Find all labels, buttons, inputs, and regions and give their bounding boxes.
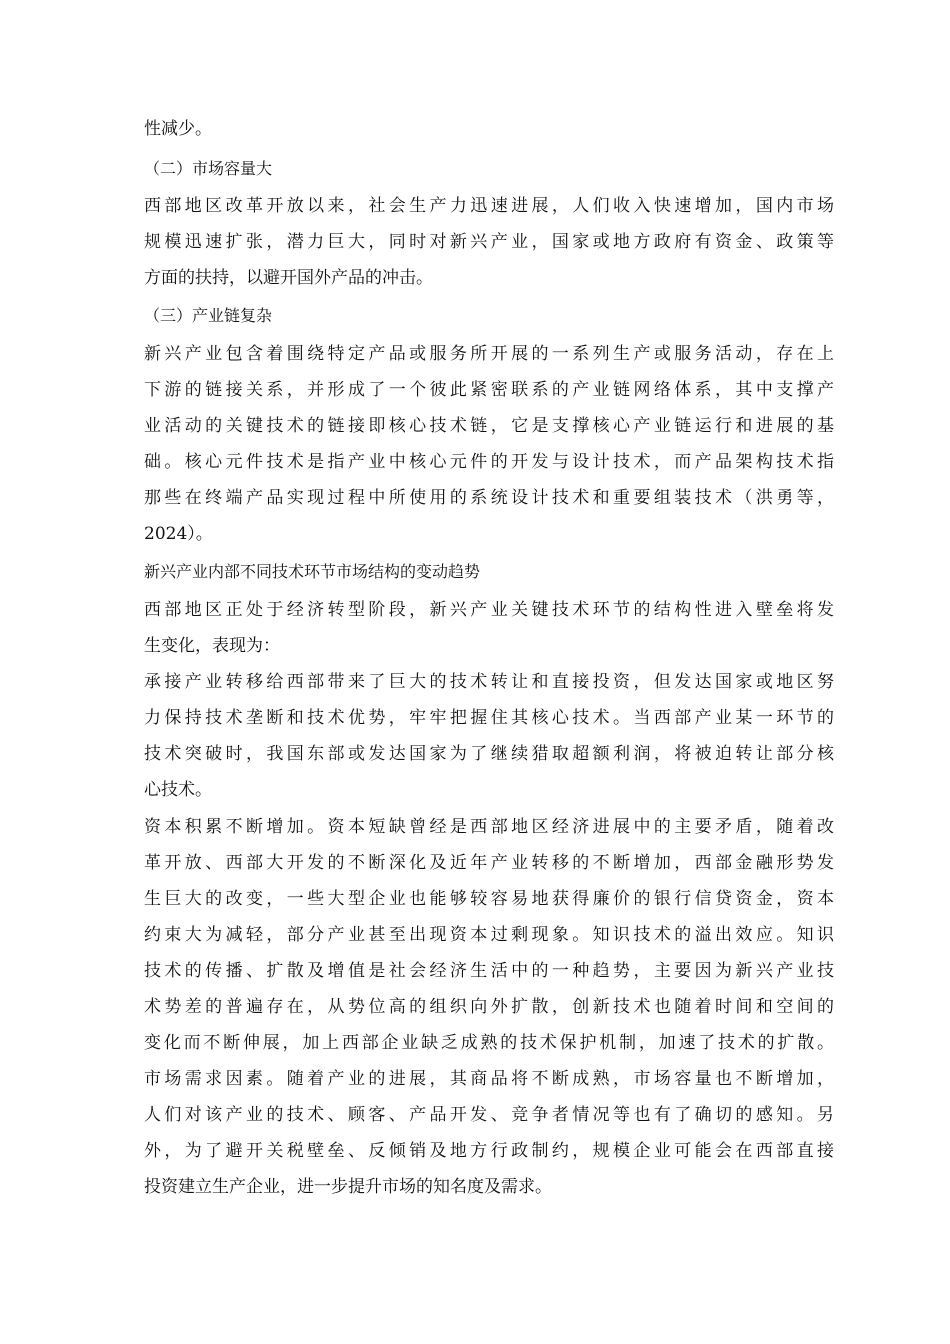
text-line: 技术的传播、扩散及增值是社会经济生活中的一种趋势，主要因为新兴产业技	[144, 961, 834, 981]
text-line: 业活动的关键技术的链接即核心技术链，它是支撑核心产业链运行和进展的基	[144, 416, 834, 436]
text-line: 革开放、西部大开发的不断深化及近年产业转移的不断增加，西部金融形势发	[144, 853, 834, 873]
section-heading: 新兴产业内部不同技术环节市场结构的变动趋势	[144, 562, 481, 581]
text-line: 外，为了避开关税壁垒、反倾销及地方行政制约，规模企业可能会在西部直接	[144, 1141, 834, 1161]
section-heading: （二）市场容量大	[144, 159, 273, 178]
text-line: 生变化，表现为：	[144, 636, 280, 656]
text-line: 新兴产业包含着围绕特定产品或服务所开展的一系列生产或服务活动，存在上	[144, 344, 834, 364]
text-line: 西部地区改革开放以来，社会生产力迅速进展，人们收入快速增加，国内市场	[144, 196, 834, 216]
text-line: 术势差的普遍存在，从势位高的组织向外扩散，创新技术也随着时间和空间的	[144, 997, 834, 1017]
text-line: 市场需求因素。随着产业的进展，其商品将不断成熟，市场容量也不断增加，	[144, 1069, 834, 1089]
text-line: 性减少。	[144, 119, 212, 139]
text-line: 那些在终端产品实现过程中所使用的系统设计技术和重要组装技术（洪勇等，	[144, 488, 834, 508]
text-line: 资本积累不断增加。资本短缺曾经是西部地区经济进展中的主要矛盾，随着改	[144, 817, 834, 837]
text-line: 规模迅速扩张，潜力巨大，同时对新兴产业，国家或地方政府有资金、政策等	[144, 232, 834, 252]
text-line: 生巨大的改变，一些大型企业也能够较容易地获得廉价的银行信贷资金，资本	[144, 889, 834, 909]
text-line: 方面的扶持，以避开国外产品的冲击。	[144, 268, 433, 288]
text-line: 约束大为减轻，部分产业甚至出现资本过剩现象。知识技术的溢出效应。知识	[144, 925, 834, 945]
text-line: 技术突破时，我国东部或发达国家为了继续猎取超额利润，将被迫转让部分核	[144, 744, 834, 764]
text-line: 变化而不断伸展，加上西部企业缺乏成熟的技术保护机制，加速了技术的扩散。	[144, 1033, 834, 1053]
text-line: 础。核心元件技术是指产业中核心元件的开发与设计技术，而产品架构技术指	[144, 452, 834, 472]
text-line: 心技术。	[144, 780, 212, 800]
text-line: 人们对该产业的技术、顾客、产品开发、竞争者情况等也有了确切的感知。另	[144, 1105, 834, 1125]
text-line: 承接产业转移给西部带来了巨大的技术转让和直接投资，但发达国家或地区努	[144, 672, 834, 692]
text-line: 力保持技术垄断和技术优势，牢牢把握住其核心技术。当西部产业某一环节的	[144, 708, 834, 728]
text-line: 下游的链接关系，并形成了一个彼此紧密联系的产业链网络体系，其中支撑产	[144, 380, 834, 400]
text-line: 2024）。	[144, 524, 213, 544]
text-line: 西部地区正处于经济转型阶段，新兴产业关键技术环节的结构性进入壁垒将发	[144, 600, 834, 620]
section-heading: （三）产业链复杂	[144, 306, 273, 325]
text-line: 投资建立生产企业，进一步提升市场的知名度及需求。	[144, 1177, 552, 1197]
